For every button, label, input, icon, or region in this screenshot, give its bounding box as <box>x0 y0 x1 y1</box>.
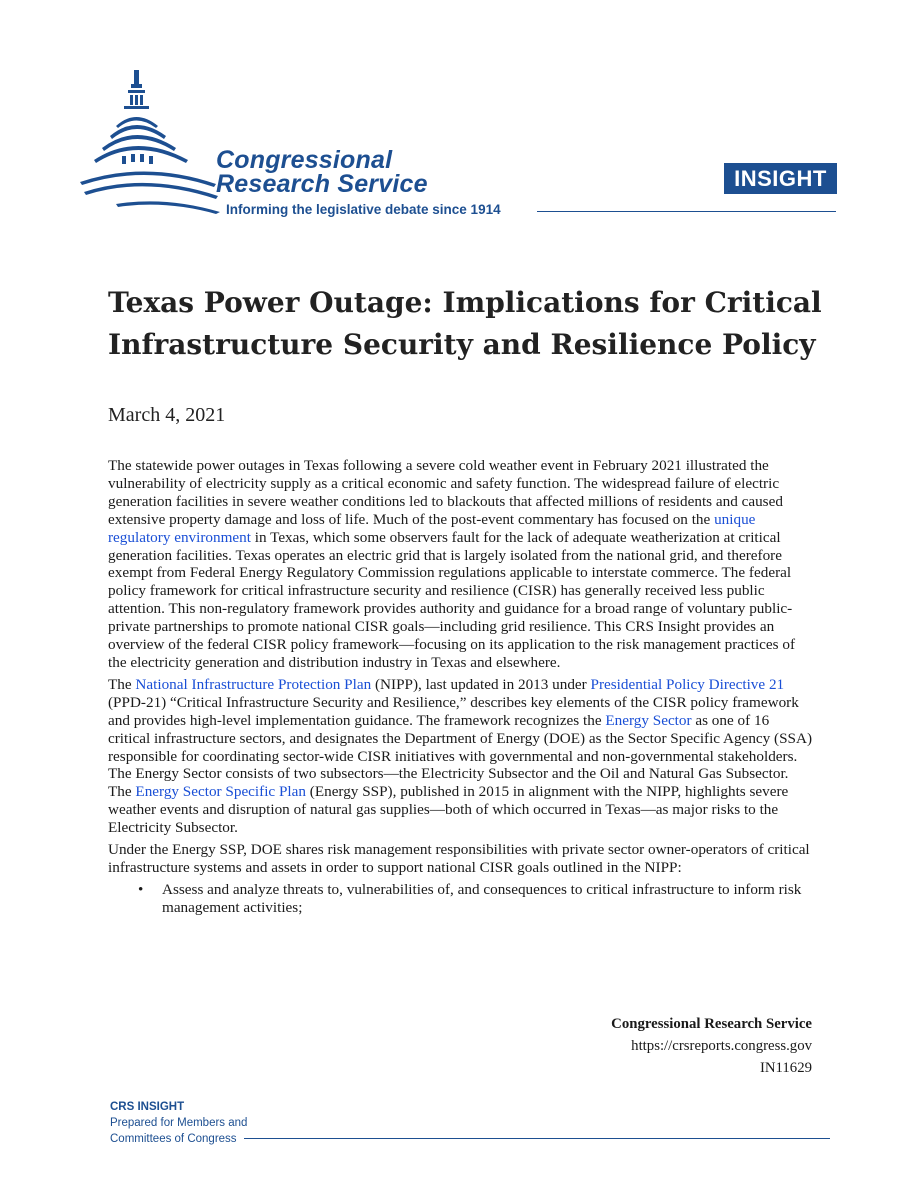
page-title: Texas Power Outage: Implications for Critical Infrastructure Security and Resilience Policy <box>108 286 822 361</box>
paragraph-2-text-b: (NIPP), last updated in 2013 under <box>371 675 591 693</box>
paragraph-1 <box>108 457 814 672</box>
link-ppd-21[interactable]: Presidential Policy Directive 21 <box>590 675 785 693</box>
bullet-icon: • <box>138 880 144 898</box>
paragraph-2-text-a: The <box>108 675 136 693</box>
capitol-dome-icon <box>76 64 226 219</box>
logo-tagline: Informing the legislative debate since 1914 <box>226 202 501 217</box>
footer-label: CRS INSIGHT <box>110 1101 185 1113</box>
logo-divider <box>537 211 836 212</box>
bullet-list <box>108 881 814 917</box>
footer-publisher <box>611 1013 812 1079</box>
footer-crs-insight <box>110 1099 247 1147</box>
paragraph-2-text-c: (PPD-21) “Critical Infrastructure Security and Resilience,” describes key elements of the CISR policy framework and provides high-level implementation guidance. The framework recognizes the <box>108 693 799 729</box>
link-energy-sector-specific-plan[interactable]: Energy Sector Specific Plan <box>135 783 306 801</box>
logo-wordmark-line1: Congressional <box>216 146 393 174</box>
paragraph-2-text-e: (Energy SSP), published in 2015 in alignment with the NIPP, highlights severe weather events and disruption of natural gas supplies—both of which occurred in Texas—as major risks to the Electricity Subsector. <box>108 783 789 837</box>
paragraph-2 <box>108 676 814 837</box>
paragraph-1-text-a: The statewide power outages in Texas following a severe cold weather event in February 2021 illustrated the vulnerability of electricity supply as a critical economic and safety function. The widespread failure of electric generation facilities in severe weather conditions led to blackouts that affected millions of residents and caused extensive property damage and loss of life. Much of the post-event commentary has focused on the <box>108 457 783 528</box>
paragraph-3: Under the Energy SSP, DOE shares risk management responsibilities with private sector owner-operators of critical infrastructure systems and assets in order to support national CISR goals outlined in the NIPP: <box>108 841 810 876</box>
footer-line-1: Prepared for Members and <box>110 1117 248 1129</box>
footer-url[interactable]: https://crsreports.congress.gov <box>631 1038 812 1054</box>
insight-badge: INSIGHT <box>724 163 837 194</box>
footer-report-id: IN11629 <box>759 1060 812 1076</box>
paragraph-2-text-d: as one of 16 critical infrastructure sectors, and designates the Department of Energy (DOE) as the Sector Specific Agency (SSA) responsible for coordinating sector-wide CISR initiatives with governmental and non-governmental stakeholders. The Energy Sector consists of two subsectors—the Electricity Subsector and the Oil and Natural Gas Subsector. The <box>108 711 813 801</box>
publication-date: March 4, 2021 <box>108 404 226 426</box>
document-body <box>108 457 814 917</box>
logo-wordmark-line2: Research Service <box>216 170 428 198</box>
paragraph-1-text-b: in Texas, which some observers fault for the lack of adequate weatherization at critical generation facilities. Texas operates an electric grid that is largely isolated from the national grid, and therefore exempt from Federal Energy Regulatory Commission regulations applicable to interstate commerce. The federal policy framework for critical infrastructure security and resilience (CISR) has generally received less public attention. This non-regulatory framework provides authority and guidance for a broad range of voluntary public-private partnerships to promote national CISR goals—including grid resilience. This CRS Insight provides an overview of the federal CISR policy framework—focusing on its application to the risk management practices of the electricity generation and distribution industry in Texas and elsewhere. <box>108 528 796 671</box>
footer-line-2: Committees of Congress <box>110 1133 237 1145</box>
footer-divider <box>244 1138 830 1139</box>
link-unique-regulatory-environment[interactable]: unique regulatory environment <box>108 510 756 546</box>
list-item-text: Assess and analyze threats to, vulnerabilities of, and consequences to critical infrastructure to inform risk management activities; <box>162 880 802 916</box>
list-item <box>108 881 814 917</box>
footer-org: Congressional Research Service <box>611 1016 812 1032</box>
link-energy-sector[interactable]: Energy Sector <box>605 711 692 729</box>
link-nipp[interactable]: National Infrastructure Protection Plan <box>135 675 372 693</box>
crs-logo <box>76 64 536 224</box>
